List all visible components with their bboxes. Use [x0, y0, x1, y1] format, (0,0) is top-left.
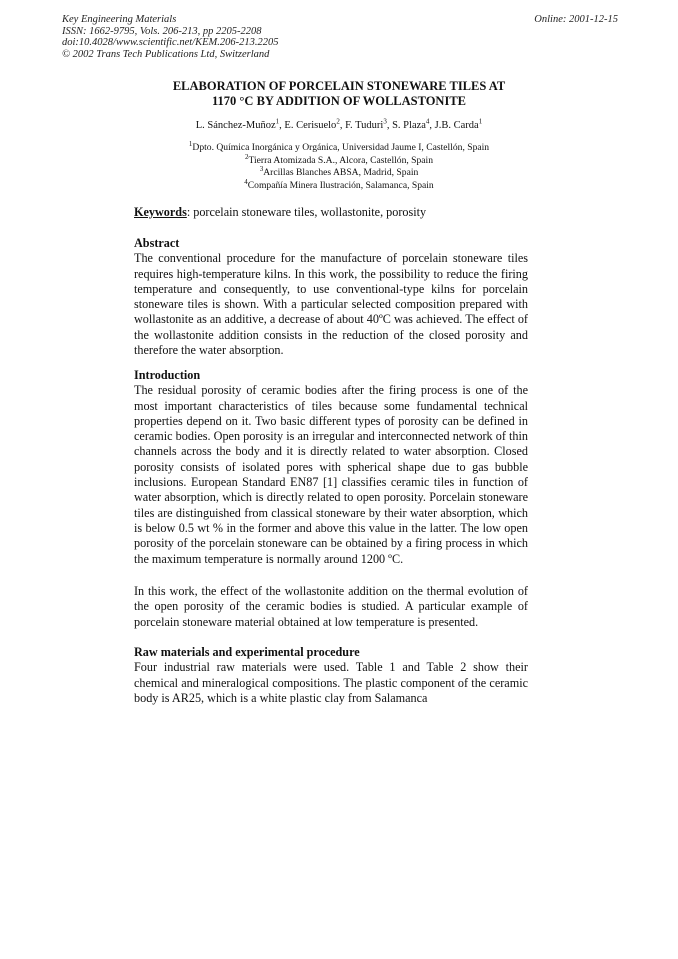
affiliation: $^2$Tierra Atomizada S.A., Alcora, Castellón, Spain: [244, 152, 434, 166]
keywords: [134, 205, 528, 220]
author-list: [0, 117, 678, 131]
introduction-heading: Introduction: [134, 368, 201, 382]
title-line-2: 1170 °C BY ADDITION OF WOLLASTONITE: [211, 94, 467, 108]
title-line-1: ELABORATION OF PORCELAIN STONEWARE TILES AT: [172, 79, 506, 93]
page-header: [62, 14, 618, 60]
affiliation-list: [0, 139, 678, 192]
raw-materials-heading: Raw materials and experimental procedure: [134, 645, 360, 659]
introduction-paragraph-1: The residual porosity of ceramic bodies after the firing process is one of the most important characteristics of tiles because some fundamental technical properties depend on it. Two basic different types of porosity can be defined in ceramic bodies. Open porosity is an irregular and interconnected network of thin channels across the body and it is directly related to water absorption. Closed porosity consists of isolated pores with spherical shape due to gas bubble inclusions. European Standard EN87 [1] classifies ceramic tiles in function of water absorption, which is directly related to open porosity. Porcelain stoneware tiles are distinguished from classical stoneware by their water absorption, which is below 0.5 wt % in the former and above this value in the latter. The low open porosity of the porcelain stoneware can be obtained by a firing process in which the maximum temperature is normally around 1200 ºC.: [134, 383, 528, 566]
introduction-section: [134, 368, 528, 567]
introduction-paragraph-2-block: [134, 584, 528, 630]
author: E. Cerisuelo$^2$,: [284, 117, 346, 131]
affiliation: $^1$Dpto. Química Inorgánica y Orgánica, Universidad Jaume I, Castellón, Spain: [188, 139, 490, 153]
affiliation: $^3$Arcillas Blanches ABSA, Madrid, Spain: [259, 165, 419, 179]
author: F. Tuduri$^3$,: [345, 117, 393, 131]
author: J.B. Carda$^1$: [434, 117, 483, 131]
raw-materials-section: [134, 645, 528, 706]
affiliation: $^4$Compañía Minera Ilustración, Salamanca, Spain: [244, 177, 434, 191]
doi-line: doi:10.4028/www.scientific.net/KEM.206-213.2205: [62, 37, 279, 49]
journal-name: Key Engineering Materials: [62, 14, 177, 25]
copyright-line: © 2002 Trans Tech Publications Ltd, Switzerland: [62, 48, 270, 60]
abstract-section: [134, 236, 528, 358]
introduction-paragraph-2: In this work, the effect of the wollastonite addition on the thermal evolution of the open porosity of the ceramic bodies is studied. A particular example of porcelain stoneware material obtained at low temperature is presented.: [134, 584, 528, 629]
abstract-text: The conventional procedure for the manufacture of porcelain stoneware tiles requires high-temperature kilns. In this work, the possibility to reduce the firing temperature and consequently, to use conventional-type kilns for porcelain stoneware tiles is shown. With a particular selected composition prepared with wollastonite as an additive, a decrease of about 40ºC was achieved. The effect of the wollastonite addition consists in the reduction of the closed porosity and therefore the water absorption.: [134, 251, 528, 358]
paper-title: [0, 79, 678, 109]
author: S. Plaza$^4$,: [392, 117, 435, 131]
issn-line: ISSN: 1662-9795, Vols. 206-213, pp 2205-2208: [62, 25, 262, 37]
keywords-label: Keywords: [134, 205, 187, 219]
online-date: Online: 2001-12-15: [534, 14, 618, 25]
keywords-text: : porcelain stoneware tiles, wollastonite, porosity: [186, 205, 427, 219]
raw-materials-text: Four industrial raw materials were used. Table 1 and Table 2 show their chemical and mineralogical compositions. The plastic component of the ceramic body is AR25, which is a white plastic clay from Salamanca: [134, 660, 528, 705]
abstract-heading: Abstract: [134, 236, 180, 250]
author: L. Sánchez-Muñoz$^1$,: [195, 117, 285, 131]
